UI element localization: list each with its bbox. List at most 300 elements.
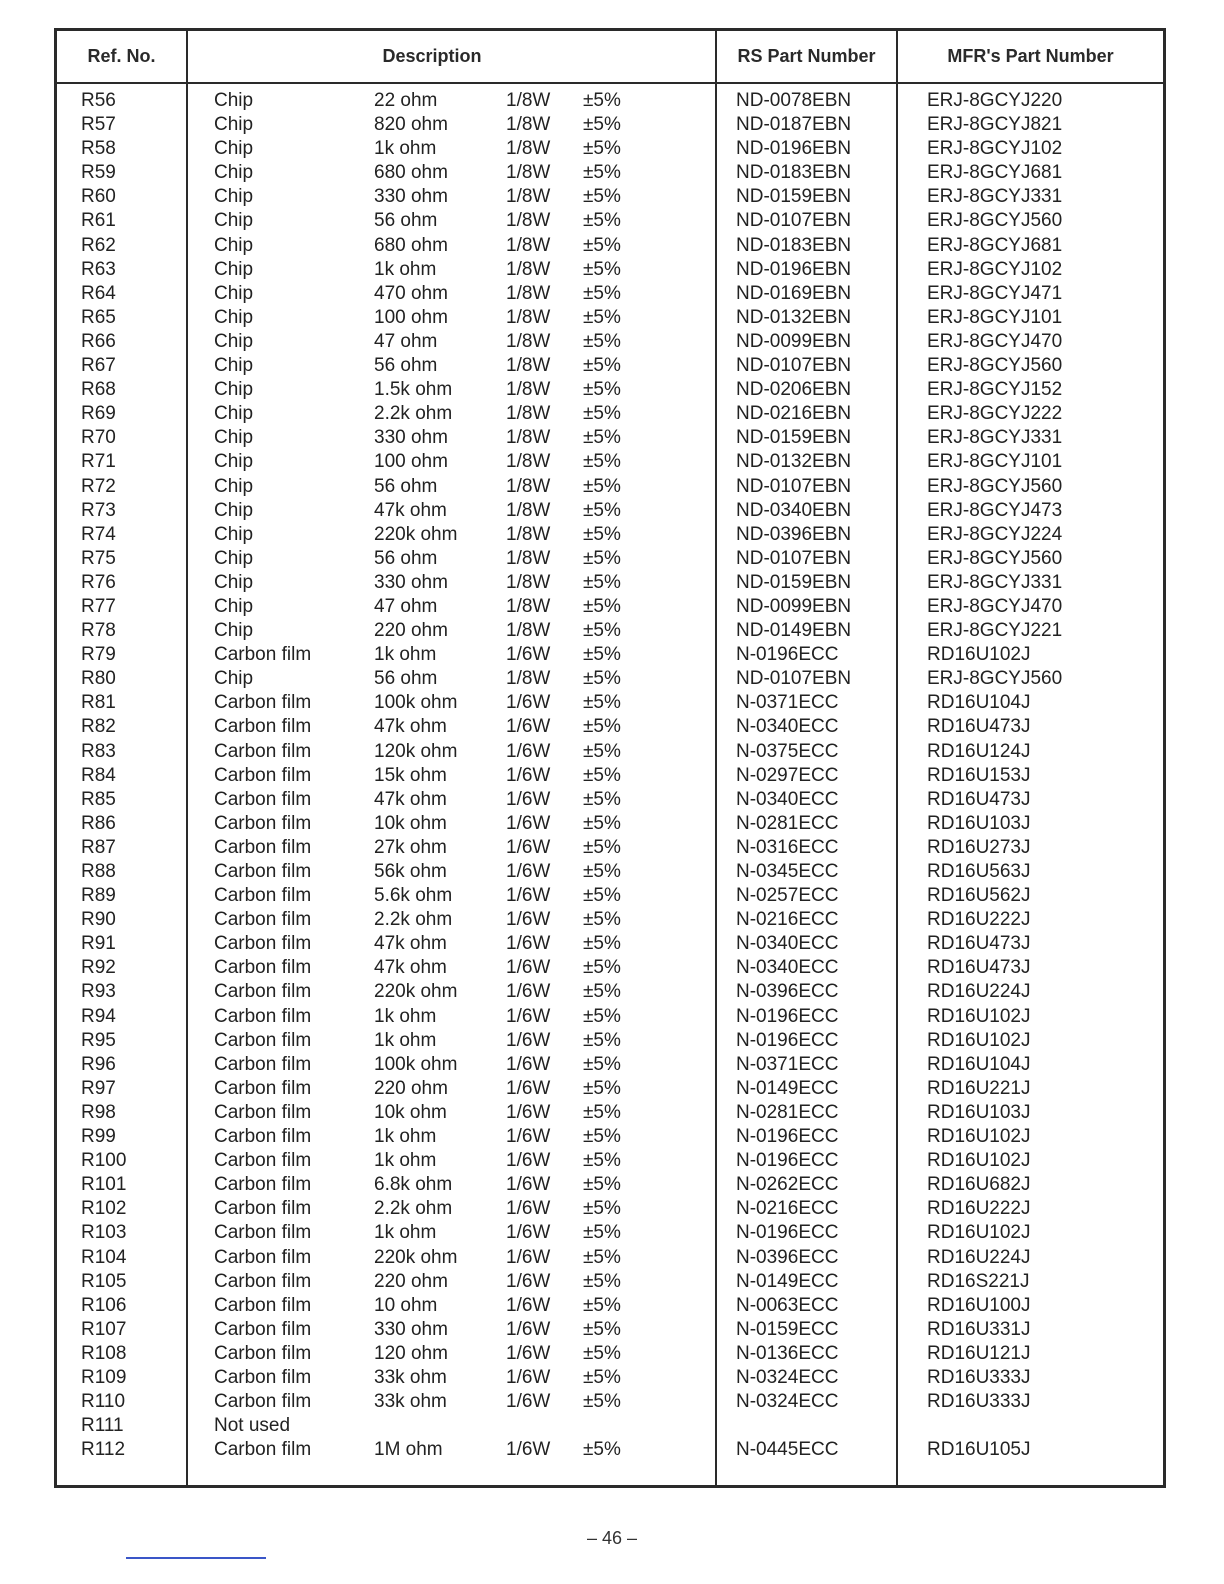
rs-part-number-cell: ND-0183EBN bbox=[736, 234, 852, 256]
wattage-cell: 1/8W bbox=[506, 90, 551, 111]
wattage-cell: 1/6W bbox=[506, 1246, 551, 1268]
ref-no-cell: R58 bbox=[81, 138, 116, 160]
type-cell: Not used bbox=[214, 1415, 291, 1437]
tolerance-cell: ±5% bbox=[583, 234, 621, 256]
rs-part-number-cell: N-0445ECC bbox=[736, 1439, 839, 1461]
rs-part-number-cell: N-0196ECC bbox=[736, 1029, 839, 1051]
wattage-cell: 1/8W bbox=[506, 475, 551, 497]
wattage-cell: 1/6W bbox=[506, 1439, 551, 1461]
ref-no-cell: R76 bbox=[81, 571, 116, 593]
table-row bbox=[57, 258, 1163, 282]
resistance-cell: 1k ohm bbox=[374, 138, 437, 160]
type-cell: Chip bbox=[214, 355, 254, 377]
rs-part-number-cell: N-0324ECC bbox=[736, 1391, 839, 1413]
header-description: Description bbox=[382, 46, 482, 66]
tolerance-cell: ±5% bbox=[583, 1005, 621, 1027]
mfr-part-number-cell: ERJ-8GCYJ222 bbox=[927, 403, 1063, 425]
ref-no-cell: R69 bbox=[81, 403, 116, 425]
mfr-part-number-cell: ERJ-8GCYJ470 bbox=[927, 330, 1063, 352]
page-number: – 46 – bbox=[586, 1528, 638, 1548]
ref-no-cell: R61 bbox=[81, 210, 116, 232]
header-mfr-part-number: MFR's Part Number bbox=[947, 46, 1114, 66]
table-row bbox=[57, 1101, 1163, 1125]
type-cell: Chip bbox=[214, 595, 254, 617]
table-row bbox=[57, 908, 1163, 932]
wattage-cell: 1/8W bbox=[506, 234, 551, 256]
resistance-cell: 56k ohm bbox=[374, 861, 447, 882]
table-row bbox=[57, 1318, 1163, 1342]
rs-part-number-cell: N-0281ECC bbox=[736, 812, 839, 834]
table-row bbox=[57, 884, 1163, 908]
tolerance-cell: ±5% bbox=[583, 788, 621, 810]
table-row bbox=[57, 475, 1163, 499]
resistance-cell: 680 ohm bbox=[374, 234, 448, 256]
wattage-cell: 1/6W bbox=[506, 836, 551, 858]
wattage-cell: 1/8W bbox=[506, 114, 551, 136]
table-row bbox=[57, 740, 1163, 764]
mfr-part-number-cell: ERJ-8GCYJ560 bbox=[927, 210, 1063, 232]
resistance-cell: 1k ohm bbox=[374, 258, 437, 280]
type-cell: Chip bbox=[214, 451, 254, 473]
ref-no-cell: R75 bbox=[81, 547, 116, 569]
ref-no-cell: R92 bbox=[81, 957, 116, 979]
resistance-cell: 47k ohm bbox=[374, 499, 447, 521]
mfr-part-number-cell: RD16U104J bbox=[927, 692, 1031, 714]
ref-no-cell: R106 bbox=[81, 1294, 127, 1316]
tolerance-cell: ±5% bbox=[583, 282, 621, 304]
rs-part-number-cell: ND-0340EBN bbox=[736, 499, 852, 521]
mfr-part-number-cell: ERJ-8GCYJ560 bbox=[927, 355, 1063, 377]
tolerance-cell: ±5% bbox=[583, 740, 621, 762]
resistance-cell: 330 ohm bbox=[374, 186, 448, 208]
resistance-cell: 22 ohm bbox=[374, 90, 438, 111]
wattage-cell: 1/8W bbox=[506, 499, 551, 521]
tolerance-cell: ±5% bbox=[583, 379, 621, 401]
footer-rule bbox=[126, 1557, 266, 1559]
type-cell: Chip bbox=[214, 379, 254, 401]
rs-part-number-cell: ND-0099EBN bbox=[736, 330, 852, 352]
table-row bbox=[57, 1005, 1163, 1029]
resistance-cell: 1M ohm bbox=[374, 1439, 443, 1461]
rs-part-number-cell: N-0136ECC bbox=[736, 1342, 839, 1364]
table-row bbox=[57, 643, 1163, 667]
tolerance-cell: ±5% bbox=[583, 114, 621, 136]
ref-no-cell: R96 bbox=[81, 1053, 116, 1075]
mfr-part-number-cell: RD16U222J bbox=[927, 909, 1031, 931]
wattage-cell: 1/6W bbox=[506, 716, 551, 738]
rs-part-number-cell: N-0345ECC bbox=[736, 861, 839, 882]
resistance-cell: 1k ohm bbox=[374, 1029, 437, 1051]
resistance-cell: 33k ohm bbox=[374, 1391, 447, 1413]
ref-no-cell: R99 bbox=[81, 1126, 116, 1148]
mfr-part-number-cell: RD16U333J bbox=[927, 1391, 1031, 1413]
tolerance-cell: ±5% bbox=[583, 1342, 621, 1364]
ref-no-cell: R85 bbox=[81, 788, 116, 810]
resistance-cell: 220 ohm bbox=[374, 620, 448, 642]
rs-part-number-cell: N-0396ECC bbox=[736, 1246, 839, 1268]
table-row bbox=[57, 1246, 1163, 1270]
tolerance-cell: ±5% bbox=[583, 355, 621, 377]
table-row bbox=[57, 113, 1163, 137]
wattage-cell: 1/8W bbox=[506, 379, 551, 401]
table-row bbox=[57, 1173, 1163, 1197]
ref-no-cell: R71 bbox=[81, 451, 116, 473]
mfr-part-number-cell: RD16U102J bbox=[927, 1222, 1031, 1244]
ref-no-cell: R73 bbox=[81, 499, 116, 521]
tolerance-cell: ±5% bbox=[583, 451, 621, 473]
tolerance-cell: ±5% bbox=[583, 1029, 621, 1051]
mfr-part-number-cell: ERJ-8GCYJ220 bbox=[927, 90, 1063, 111]
type-cell: Carbon film bbox=[214, 1029, 312, 1051]
resistance-cell: 5.6k ohm bbox=[374, 885, 453, 907]
mfr-part-number-cell: RD16U333J bbox=[927, 1366, 1031, 1388]
table-row bbox=[57, 1149, 1163, 1173]
rs-part-number-cell: N-0316ECC bbox=[736, 836, 839, 858]
rs-part-number-cell: ND-0396EBN bbox=[736, 523, 852, 545]
type-cell: Carbon film bbox=[214, 957, 312, 979]
ref-no-cell: R109 bbox=[81, 1366, 127, 1388]
resistance-cell: 470 ohm bbox=[374, 282, 448, 304]
type-cell: Carbon film bbox=[214, 1101, 312, 1123]
type-cell: Carbon film bbox=[214, 1150, 312, 1172]
resistance-cell: 1k ohm bbox=[374, 1126, 437, 1148]
mfr-part-number-cell: ERJ-8GCYJ101 bbox=[927, 306, 1063, 328]
resistance-cell: 330 ohm bbox=[374, 571, 448, 593]
resistance-cell: 820 ohm bbox=[374, 114, 448, 136]
tolerance-cell: ±5% bbox=[583, 861, 621, 882]
type-cell: Chip bbox=[214, 547, 254, 569]
tolerance-cell: ±5% bbox=[583, 1077, 621, 1099]
mfr-part-number-cell: RD16U105J bbox=[927, 1439, 1031, 1461]
wattage-cell: 1/8W bbox=[506, 595, 551, 617]
rs-part-number-cell: ND-0187EBN bbox=[736, 114, 852, 136]
mfr-part-number-cell: RD16U224J bbox=[927, 981, 1031, 1003]
rs-part-number-cell: N-0396ECC bbox=[736, 981, 839, 1003]
rs-part-number-cell: N-0196ECC bbox=[736, 1222, 839, 1244]
rs-part-number-cell: N-0375ECC bbox=[736, 740, 839, 762]
type-cell: Chip bbox=[214, 90, 254, 111]
type-cell: Chip bbox=[214, 210, 254, 232]
rs-part-number-cell: N-0262ECC bbox=[736, 1174, 839, 1196]
rs-part-number-cell: N-0063ECC bbox=[736, 1294, 839, 1316]
resistance-cell: 10 ohm bbox=[374, 1294, 438, 1316]
table-row bbox=[57, 450, 1163, 474]
resistance-cell: 2.2k ohm bbox=[374, 1198, 453, 1220]
wattage-cell: 1/6W bbox=[506, 981, 551, 1003]
rs-part-number-cell: N-0340ECC bbox=[736, 716, 839, 738]
resistance-cell: 1k ohm bbox=[374, 644, 437, 666]
ref-no-cell: R81 bbox=[81, 692, 116, 714]
tolerance-cell: ±5% bbox=[583, 957, 621, 979]
mfr-part-number-cell: ERJ-8GCYJ471 bbox=[927, 282, 1063, 304]
wattage-cell: 1/8W bbox=[506, 138, 551, 160]
resistance-cell: 56 ohm bbox=[374, 210, 438, 232]
tolerance-cell: ±5% bbox=[583, 499, 621, 521]
type-cell: Carbon film bbox=[214, 1439, 312, 1461]
mfr-part-number-cell: ERJ-8GCYJ152 bbox=[927, 379, 1063, 401]
resistance-cell: 1k ohm bbox=[374, 1222, 437, 1244]
rs-part-number-cell: N-0159ECC bbox=[736, 1318, 839, 1340]
table-header bbox=[57, 31, 1163, 84]
header-ref-no: Ref. No. bbox=[87, 46, 156, 66]
table-row bbox=[57, 209, 1163, 233]
ref-no-cell: R98 bbox=[81, 1101, 116, 1123]
type-cell: Carbon film bbox=[214, 885, 312, 907]
mfr-part-number-cell: RD16U473J bbox=[927, 957, 1031, 979]
table-row bbox=[57, 1053, 1163, 1077]
ref-no-cell: R107 bbox=[81, 1318, 127, 1340]
resistance-cell: 120 ohm bbox=[374, 1342, 448, 1364]
resistance-cell: 1k ohm bbox=[374, 1150, 437, 1172]
resistance-cell: 220k ohm bbox=[374, 981, 458, 1003]
ref-no-cell: R97 bbox=[81, 1077, 116, 1099]
tolerance-cell: ±5% bbox=[583, 258, 621, 280]
tolerance-cell: ±5% bbox=[583, 306, 621, 328]
ref-no-cell: R108 bbox=[81, 1342, 127, 1364]
tolerance-cell: ±5% bbox=[583, 1150, 621, 1172]
ref-no-cell: R63 bbox=[81, 258, 116, 280]
type-cell: Carbon film bbox=[214, 1366, 312, 1388]
mfr-part-number-cell: RD16S221J bbox=[927, 1270, 1030, 1292]
wattage-cell: 1/8W bbox=[506, 186, 551, 208]
wattage-cell: 1/8W bbox=[506, 162, 551, 184]
table-row bbox=[57, 980, 1163, 1004]
rs-part-number-cell: ND-0196EBN bbox=[736, 258, 852, 280]
ref-no-cell: R100 bbox=[81, 1150, 127, 1172]
tolerance-cell: ±5% bbox=[583, 668, 621, 690]
mfr-part-number-cell: RD16U562J bbox=[927, 885, 1031, 907]
mfr-part-number-cell: ERJ-8GCYJ473 bbox=[927, 499, 1063, 521]
ref-no-cell: R64 bbox=[81, 282, 116, 304]
rs-part-number-cell: ND-0107EBN bbox=[736, 547, 852, 569]
mfr-part-number-cell: RD16U102J bbox=[927, 1150, 1031, 1172]
wattage-cell: 1/6W bbox=[506, 740, 551, 762]
resistance-cell: 680 ohm bbox=[374, 162, 448, 184]
mfr-part-number-cell: RD16U102J bbox=[927, 1126, 1031, 1148]
table-row bbox=[57, 1294, 1163, 1318]
tolerance-cell: ±5% bbox=[583, 595, 621, 617]
wattage-cell: 1/8W bbox=[506, 427, 551, 449]
resistance-cell: 10k ohm bbox=[374, 1101, 447, 1123]
table-row bbox=[57, 1197, 1163, 1221]
tolerance-cell: ±5% bbox=[583, 186, 621, 208]
ref-no-cell: R74 bbox=[81, 523, 116, 545]
ref-no-cell: R102 bbox=[81, 1198, 127, 1220]
type-cell: Chip bbox=[214, 258, 254, 280]
rs-part-number-cell: ND-0159EBN bbox=[736, 571, 852, 593]
mfr-part-number-cell: ERJ-8GCYJ681 bbox=[927, 162, 1063, 184]
table-row bbox=[57, 932, 1163, 956]
tolerance-cell: ±5% bbox=[583, 1294, 621, 1316]
type-cell: Carbon film bbox=[214, 1294, 312, 1316]
resistance-cell: 1k ohm bbox=[374, 1005, 437, 1027]
mfr-part-number-cell: ERJ-8GCYJ560 bbox=[927, 547, 1063, 569]
type-cell: Carbon film bbox=[214, 1222, 312, 1244]
ref-no-cell: R62 bbox=[81, 234, 116, 256]
ref-no-cell: R101 bbox=[81, 1174, 127, 1196]
type-cell: Carbon film bbox=[214, 1174, 312, 1196]
resistance-cell: 15k ohm bbox=[374, 764, 447, 786]
mfr-part-number-cell: RD16U103J bbox=[927, 812, 1031, 834]
tolerance-cell: ±5% bbox=[583, 210, 621, 232]
mfr-part-number-cell: ERJ-8GCYJ331 bbox=[927, 427, 1063, 449]
resistance-cell: 330 ohm bbox=[374, 1318, 448, 1340]
table-row bbox=[57, 764, 1163, 788]
type-cell: Carbon film bbox=[214, 812, 312, 834]
header-rs-part-number: RS Part Number bbox=[737, 46, 876, 66]
table-row bbox=[57, 137, 1163, 161]
rs-part-number-cell: N-0371ECC bbox=[736, 1053, 839, 1075]
ref-no-cell: R78 bbox=[81, 620, 116, 642]
tolerance-cell: ±5% bbox=[583, 403, 621, 425]
table-row bbox=[57, 1390, 1163, 1414]
table-row bbox=[57, 282, 1163, 306]
mfr-part-number-cell: RD16U102J bbox=[927, 1029, 1031, 1051]
mfr-part-number-cell: ERJ-8GCYJ821 bbox=[927, 114, 1063, 136]
table-row bbox=[57, 1125, 1163, 1149]
tolerance-cell: ±5% bbox=[583, 90, 621, 111]
table-row bbox=[57, 619, 1163, 643]
resistance-cell: 220k ohm bbox=[374, 523, 458, 545]
wattage-cell: 1/8W bbox=[506, 571, 551, 593]
rs-part-number-cell: N-0216ECC bbox=[736, 909, 839, 931]
type-cell: Carbon film bbox=[214, 1005, 312, 1027]
resistance-cell: 27k ohm bbox=[374, 836, 447, 858]
table-row bbox=[57, 1438, 1163, 1462]
resistance-cell: 47k ohm bbox=[374, 716, 447, 738]
type-cell: Carbon film bbox=[214, 1198, 312, 1220]
table-row bbox=[57, 571, 1163, 595]
table-row bbox=[57, 1029, 1163, 1053]
tolerance-cell: ±5% bbox=[583, 138, 621, 160]
ref-no-cell: R105 bbox=[81, 1270, 127, 1292]
ref-no-cell: R112 bbox=[81, 1439, 126, 1461]
resistance-cell: 47k ohm bbox=[374, 933, 447, 955]
resistance-cell: 220 ohm bbox=[374, 1077, 448, 1099]
tolerance-cell: ±5% bbox=[583, 1270, 621, 1292]
tolerance-cell: ±5% bbox=[583, 909, 621, 931]
wattage-cell: 1/8W bbox=[506, 547, 551, 569]
resistance-cell: 100k ohm bbox=[374, 1053, 458, 1075]
mfr-part-number-cell: RD16U153J bbox=[927, 764, 1031, 786]
table-row bbox=[57, 1270, 1163, 1294]
resistance-cell: 56 ohm bbox=[374, 355, 438, 377]
wattage-cell: 1/6W bbox=[506, 1270, 551, 1292]
wattage-cell: 1/6W bbox=[506, 885, 551, 907]
wattage-cell: 1/8W bbox=[506, 668, 551, 690]
tolerance-cell: ±5% bbox=[583, 933, 621, 955]
wattage-cell: 1/6W bbox=[506, 1318, 551, 1340]
ref-no-cell: R111 bbox=[81, 1415, 124, 1437]
type-cell: Carbon film bbox=[214, 1077, 312, 1099]
type-cell: Chip bbox=[214, 330, 254, 352]
tolerance-cell: ±5% bbox=[583, 764, 621, 786]
wattage-cell: 1/6W bbox=[506, 1126, 551, 1148]
tolerance-cell: ±5% bbox=[583, 523, 621, 545]
wattage-cell: 1/6W bbox=[506, 1005, 551, 1027]
table-row bbox=[57, 426, 1163, 450]
ref-no-cell: R65 bbox=[81, 306, 116, 328]
ref-no-cell: R104 bbox=[81, 1246, 127, 1268]
resistance-cell: 220k ohm bbox=[374, 1246, 458, 1268]
ref-no-cell: R68 bbox=[81, 379, 116, 401]
wattage-cell: 1/6W bbox=[506, 692, 551, 714]
rs-part-number-cell: N-0281ECC bbox=[736, 1101, 839, 1123]
mfr-part-number-cell: ERJ-8GCYJ470 bbox=[927, 595, 1063, 617]
wattage-cell: 1/8W bbox=[506, 306, 551, 328]
tolerance-cell: ±5% bbox=[583, 812, 621, 834]
mfr-part-number-cell: RD16U224J bbox=[927, 1246, 1031, 1268]
type-cell: Carbon film bbox=[214, 1270, 312, 1292]
wattage-cell: 1/8W bbox=[506, 258, 551, 280]
resistance-cell: 1.5k ohm bbox=[374, 379, 453, 401]
resistance-cell: 47 ohm bbox=[374, 330, 438, 352]
rs-part-number-cell: ND-0159EBN bbox=[736, 186, 852, 208]
tolerance-cell: ±5% bbox=[583, 1101, 621, 1123]
ref-no-cell: R72 bbox=[81, 475, 116, 497]
wattage-cell: 1/6W bbox=[506, 644, 551, 666]
wattage-cell: 1/8W bbox=[506, 282, 551, 304]
table-row bbox=[57, 667, 1163, 691]
ref-no-cell: R77 bbox=[81, 595, 116, 617]
table-row bbox=[57, 378, 1163, 402]
mfr-part-number-cell: ERJ-8GCYJ331 bbox=[927, 571, 1063, 593]
tolerance-cell: ±5% bbox=[583, 475, 621, 497]
ref-no-cell: R88 bbox=[81, 861, 116, 882]
mfr-part-number-cell: RD16U104J bbox=[927, 1053, 1031, 1075]
wattage-cell: 1/6W bbox=[506, 1174, 551, 1196]
wattage-cell: 1/8W bbox=[506, 403, 551, 425]
mfr-part-number-cell: RD16U100J bbox=[927, 1294, 1031, 1316]
rs-part-number-cell: ND-0216EBN bbox=[736, 403, 852, 425]
wattage-cell: 1/8W bbox=[506, 355, 551, 377]
mfr-part-number-cell: RD16U563J bbox=[927, 861, 1031, 882]
wattage-cell: 1/6W bbox=[506, 1391, 551, 1413]
type-cell: Chip bbox=[214, 475, 254, 497]
rs-part-number-cell: ND-0107EBN bbox=[736, 475, 852, 497]
mfr-part-number-cell: RD16U222J bbox=[927, 1198, 1031, 1220]
rs-part-number-cell: ND-0107EBN bbox=[736, 355, 852, 377]
type-cell: Chip bbox=[214, 403, 254, 425]
rs-part-number-cell: N-0196ECC bbox=[736, 1005, 839, 1027]
type-cell: Carbon film bbox=[214, 644, 312, 666]
wattage-cell: 1/6W bbox=[506, 1366, 551, 1388]
tolerance-cell: ±5% bbox=[583, 162, 621, 184]
table-row bbox=[57, 523, 1163, 547]
tolerance-cell: ±5% bbox=[583, 571, 621, 593]
tolerance-cell: ±5% bbox=[583, 836, 621, 858]
mfr-part-number-cell: RD16U682J bbox=[927, 1174, 1031, 1196]
wattage-cell: 1/6W bbox=[506, 1294, 551, 1316]
ref-no-cell: R94 bbox=[81, 1005, 116, 1027]
table-row bbox=[57, 788, 1163, 812]
type-cell: Chip bbox=[214, 668, 254, 690]
tolerance-cell: ±5% bbox=[583, 1198, 621, 1220]
wattage-cell: 1/6W bbox=[506, 1198, 551, 1220]
wattage-cell: 1/6W bbox=[506, 1150, 551, 1172]
mfr-part-number-cell: RD16U473J bbox=[927, 933, 1031, 955]
type-cell: Carbon film bbox=[214, 836, 312, 858]
rs-part-number-cell: ND-0206EBN bbox=[736, 379, 852, 401]
rs-part-number-cell: ND-0159EBN bbox=[736, 427, 852, 449]
wattage-cell: 1/6W bbox=[506, 933, 551, 955]
table-row bbox=[57, 836, 1163, 860]
rs-part-number-cell: N-0340ECC bbox=[736, 788, 839, 810]
table-row bbox=[57, 306, 1163, 330]
ref-no-cell: R93 bbox=[81, 981, 116, 1003]
type-cell: Chip bbox=[214, 571, 254, 593]
resistance-cell: 330 ohm bbox=[374, 427, 448, 449]
